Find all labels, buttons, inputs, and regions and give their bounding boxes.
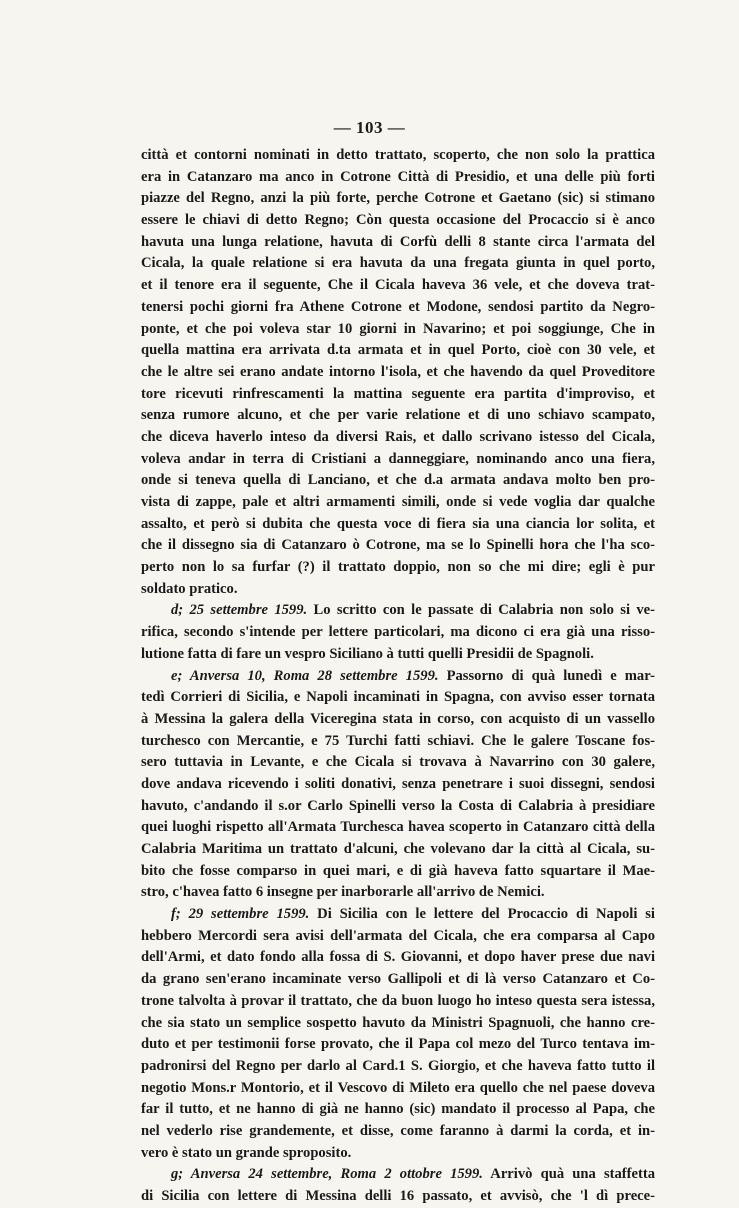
text-line [141,253,655,275]
line-text: Lo scritto con le passate di Calabria non solo si ve- [307,602,655,619]
line-text: tedì Corrieri di Sicilia, e Napoli incaminati in Spagna, con avviso esser tornata [141,689,655,706]
text-line [141,947,655,969]
text-line [141,297,655,319]
text-line [141,926,655,948]
text-line [141,535,655,557]
text-line [141,557,655,579]
text-line [141,188,655,210]
line-text: padronirsi del Regno per darlo al Card.1 S. Giorgio, et che haveva fatto tutto il [141,1057,655,1074]
text-line [141,514,655,536]
text-line [141,687,655,709]
text-line [141,882,655,904]
line-text: essere le chiavi di detto Regno; Còn questa occasione del Procaccio si è anco [141,212,655,229]
text-line [141,1099,655,1121]
line-text: sero tuttavia in Levante, e che Cicala si trovava à Navarrino con 30 galere, [141,754,655,771]
line-text: far il tutto, et ne hanno di già ne hanno (sic) mandato il processo al Papa, che [141,1101,655,1118]
line-text: piazze del Regno, anzi la più forte, perche Cotrone et Gaetano (sic) si stimano [141,190,655,207]
text-line [141,1186,655,1208]
line-text: senza rumore alcuno, et che per varie relatione et di uno schiavo scampato, [141,407,655,424]
line-text: soldato pratico. [141,580,238,597]
line-text: havuto, c'andando il s.or Carlo Spinelli verso la Costa di Calabria à presidiare [141,797,655,814]
line-text: Passorno di quà lunedì e mar- [438,667,655,684]
line-text: trone talvolta à provar il trattato, che da buon luogo ho inteso questa sera istessa, [141,992,655,1009]
text-line [141,145,655,167]
text-line [141,275,655,297]
line-text: voleva andar in terra di Cristiani a danneggiare, nominando anco una fiera, [141,450,655,467]
line-text: et il tenore era il seguente, Che il Cicala haveva 36 vele, et che doveva trat- [141,277,655,294]
line-text: che il dissegno sia di Catanzaro ò Cotrone, ma se lo Spinelli hora che l'ha sco- [141,537,655,554]
text-line [141,492,655,514]
line-text: tenersi pochi giorni fra Athene Cotrone et Modone, sendosi partito da Negro- [141,298,655,315]
line-text: rifica, secondo s'intende per lettere particolari, ma dicono ci era già una risso- [141,624,655,641]
text-line [141,340,655,362]
text-line [141,579,655,601]
line-text: ponte, et che poi voleva star 10 giorni in Navarino; et poi soggiunge, Che in [141,320,655,337]
line-text: negotio Mons.r Montorio, et il Vescovo di Mileto era quello che nel paese doveva [141,1079,655,1096]
line-text: che diceva haverlo inteso da diversi Rais, et dallo scrivano istesso del Cicala, [141,428,655,445]
line-text: Cicala, la quale relatione si era havuta da una fregata giunta in quel porto, [141,255,655,272]
line-text: tore ricevuti rinfrescamenti la mattina seguente era partita d'improviso, et [141,385,655,402]
text-line [141,817,655,839]
text-line [141,969,655,991]
text-line [141,600,655,622]
entry-heading: e; Anversa 10, Roma 28 settembre 1599. [171,667,439,684]
text-line [141,861,655,883]
line-text: nel vederlo rise grandemente, et disse, come faranno à darmi la corda, et in- [141,1122,655,1139]
text-line [141,839,655,861]
line-text: dell'Armi, et dato fondo alla fossa di S. Giovanni, et dopo haver prese due navi [141,949,655,966]
text-line [141,644,655,666]
line-text: dove andava ricevendo i soliti donativi, senza penetrare i suoi dissegni, sendosi [141,775,655,792]
line-text: che sia stato un semplice sospetto havuto da Ministri Spagnuoli, che hanno cre- [141,1014,655,1031]
entry-heading: f; 29 settembre 1599. [171,906,310,923]
text-line [141,904,655,926]
entry-heading: g; Anversa 24 settembre, Roma 2 ottobre 1599. [171,1166,483,1183]
line-text: duto et per testimonii forse provato, che il Papa col mezo del Turco tentava im- [141,1036,655,1053]
line-text: era in Catanzaro ma anco in Cotrone Città di Presidio, et una delle più forti [141,168,655,185]
line-text: quella mattina era arrivata d.ta armata et in quel Porto, cioè con 30 vele, et [141,342,655,359]
text-line [141,1078,655,1100]
text-line [141,470,655,492]
body-text [141,145,655,1208]
text-line [141,1143,655,1165]
page-number: — 103 — [333,118,406,137]
line-text: quei luoghi rispetto all'Armata Turchesca havea scoperto in Catanzaro città della [141,819,655,836]
line-text: Di Sicilia con le lettere del Procaccio di Napoli si [309,906,655,923]
text-line [141,384,655,406]
text-line [141,1034,655,1056]
text-line [141,709,655,731]
line-text: vista di zappe, pale et altri armamenti simili, onde si vede voglia dar qualche [141,494,655,510]
entry-heading: d; 25 settembre 1599. [171,602,308,619]
line-text: città et contorni nominati in detto trattato, scoperto, che non solo la prattica [141,147,655,163]
line-text: stro, c'havea fatto 6 insegne per inarborarle all'arrivo de Nemici. [141,884,545,901]
text-line [141,167,655,189]
text-line [141,210,655,232]
text-line [141,1121,655,1143]
line-text: havuta una lunga relatione, havuta di Corfù delli 8 stante circa l'armata del [141,233,655,250]
text-line [141,1013,655,1035]
text-line [141,774,655,796]
text-line [141,449,655,471]
text-line [141,1056,655,1078]
line-text: vero è stato un grande sproposito. [141,1144,352,1161]
text-line [141,731,655,753]
line-text: assalto, et però si dubita che questa voce di fiera sia una ciancia lor solita, et [141,515,655,532]
text-line [141,1164,655,1186]
line-text: perto non lo sa furfar (?) il trattato doppio, non so che mi dire; egli è pur [141,559,655,576]
text-line [141,666,655,688]
text-line [141,427,655,449]
line-text: bito che fosse comparso in quei mari, e di già haveva fatto squartare il Mae- [141,862,655,879]
line-text: da grano sen'erano incaminate verso Gallipoli et di là verso Catanzaro et Co- [141,971,655,988]
text-line [141,991,655,1013]
line-text: à Messina la galera della Viceregina stata in corso, con acquisto di un vassello [141,710,655,727]
text-line [141,405,655,427]
text-line [141,752,655,774]
line-text: che le altre sei erano andate intorno l'isola, et che havendo da quel Proveditore [141,363,655,380]
line-text: Arrivò quà una staffetta [482,1166,656,1183]
line-text: di Sicilia con lettere di Messina delli 16 passato, et avvisò, che 'l dì prece- [141,1188,655,1204]
text-line [141,622,655,644]
line-text: lutione fatta di fare un vespro Siciliano à tutti quelli Presidii de Spagnoli. [141,645,594,662]
text-line [141,319,655,341]
line-text: turchesco con Mercantie, e 75 Turchi fatti schiavi. Che le galere Toscane fos- [141,732,655,749]
text-line [141,232,655,254]
text-line [141,796,655,818]
line-text: onde si teneva quella di Lanciano, et che d.a armata andava molto ben pro- [141,472,655,489]
text-line [141,362,655,384]
line-text: Calabria Maritima un trattato d'alcuni, che volevano dar la città al Cicala, su- [141,841,655,857]
line-text: hebbero Mercordi sera avisi dell'armata del Cicala, che era comparsa al Capo [141,927,655,944]
